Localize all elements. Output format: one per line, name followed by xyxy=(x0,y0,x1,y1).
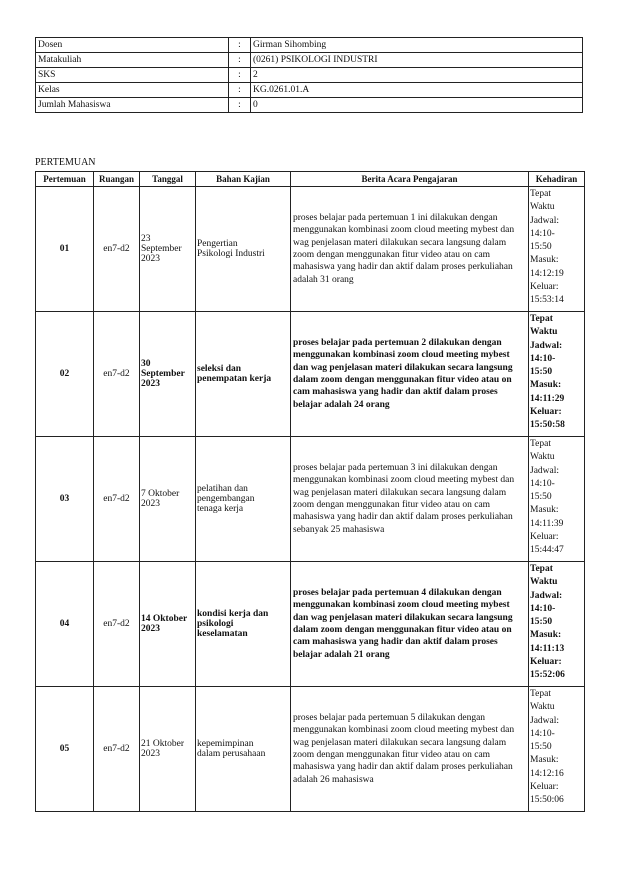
course-info-table xyxy=(35,37,583,113)
meeting-number: 04 xyxy=(36,562,94,687)
table-row xyxy=(36,312,585,437)
header-report: Berita Acara Pengajaran xyxy=(291,172,529,187)
meeting-number: 01 xyxy=(36,187,94,312)
date: 30 September 2023 xyxy=(140,312,196,437)
room: en7-d2 xyxy=(94,437,140,562)
room: en7-d2 xyxy=(94,687,140,812)
info-value: Girman Sihombing xyxy=(251,38,583,53)
topic: seleksi dan penempatan kerja xyxy=(196,312,291,437)
info-label: SKS xyxy=(36,68,229,83)
room: en7-d2 xyxy=(94,312,140,437)
topic: kepemimpinan dalam perusahaan xyxy=(196,687,291,812)
header-room: Ruangan xyxy=(94,172,140,187)
meeting-number: 05 xyxy=(36,687,94,812)
info-colon: : xyxy=(229,53,251,68)
topic: kondisi kerja dan psikologi keselamatan xyxy=(196,562,291,687)
info-row-lecturer xyxy=(36,38,583,53)
meeting-number: 02 xyxy=(36,312,94,437)
info-value: KG.0261.01.A xyxy=(251,83,583,98)
info-label: Matakuliah xyxy=(36,53,229,68)
room: en7-d2 xyxy=(94,187,140,312)
teaching-report: proses belajar pada pertemuan 2 dilakukan dengan menggunakan kombinasi zoom cloud meeting mybest dan wag penjelasan materi dilakukan secara langsung dalam zoom dengan menggunakan fitur video atau on cam mahasiswa yang hadir dan aktif dalam proses belajar adalah 24 orang xyxy=(291,312,529,437)
date: 23 September 2023 xyxy=(140,187,196,312)
info-row-students xyxy=(36,98,583,113)
table-row xyxy=(36,437,585,562)
info-row-course xyxy=(36,53,583,68)
table-header-row xyxy=(36,172,585,187)
info-colon: : xyxy=(229,98,251,113)
info-colon: : xyxy=(229,83,251,98)
teaching-report: proses belajar pada pertemuan 5 dilakukan dengan menggunakan kombinasi zoom cloud meeting mybest dan wag penjelasan materi dilakukan secara langsung dalam zoom dengan menggunakan fitur video atau on cam mahasiswa yang hadir dan aktif dalam proses perkuliahan adalah 26 mahasiswa xyxy=(291,687,529,812)
date: 14 Oktober 2023 xyxy=(140,562,196,687)
teaching-report: proses belajar pada pertemuan 1 ini dilakukan dengan menggunakan kombinasi zoom cloud meeting mybest dan wag penjelasan materi dilakukan secara langsung dalam zoom dengan menggunakan fitur video atau on cam mahasiswa yang hadir dan aktif dalam proses perkuliahan adalah 31 orang xyxy=(291,187,529,312)
teaching-report: proses belajar pada pertemuan 4 dilakukan dengan menggunakan kombinasi zoom cloud meeting mybest dan wag penjelasan materi dilakukan secara langsung dalam zoom dengan menggunakan fitur video atau on cam mahasiswa yang hadir dan aktif dalam proses belajar adalah 21 orang xyxy=(291,562,529,687)
room: en7-d2 xyxy=(94,562,140,687)
info-row-credits xyxy=(36,68,583,83)
info-label: Dosen xyxy=(36,38,229,53)
info-row-class xyxy=(36,83,583,98)
attendance: Tepat Waktu Jadwal: 14:10- 15:50 Masuk: 14:11:13 Keluar: 15:52:06 xyxy=(529,562,585,687)
info-value: 2 xyxy=(251,68,583,83)
topic: Pengertian Psikologi Industri xyxy=(196,187,291,312)
attendance: Tepat Waktu Jadwal: 14:10- 15:50 Masuk: 14:12:19 Keluar: 15:53:14 xyxy=(529,187,585,312)
meeting-number: 03 xyxy=(36,437,94,562)
info-label: Kelas xyxy=(36,83,229,98)
table-row xyxy=(36,187,585,312)
info-value: 0 xyxy=(251,98,583,113)
date: 7 Oktober 2023 xyxy=(140,437,196,562)
header-date: Tanggal xyxy=(140,172,196,187)
info-colon: : xyxy=(229,68,251,83)
attendance: Tepat Waktu Jadwal: 14:10- 15:50 Masuk: 14:11:29 Keluar: 15:50:58 xyxy=(529,312,585,437)
table-row xyxy=(36,562,585,687)
attendance: Tepat Waktu Jadwal: 14:10- 15:50 Masuk: 14:11:39 Keluar: 15:44:47 xyxy=(529,437,585,562)
info-value: (0261) PSIKOLOGI INDUSTRI xyxy=(251,53,583,68)
info-colon: : xyxy=(229,38,251,53)
section-title: PERTEMUAN xyxy=(35,157,96,168)
attendance: Tepat Waktu Jadwal: 14:10- 15:50 Masuk: 14:12:16 Keluar: 15:50:06 xyxy=(529,687,585,812)
info-label: Jumlah Mahasiswa xyxy=(36,98,229,113)
meetings-table xyxy=(35,171,585,812)
table-row xyxy=(36,687,585,812)
date: 21 Oktober 2023 xyxy=(140,687,196,812)
teaching-report: proses belajar pada pertemuan 3 ini dilakukan dengan menggunakan kombinasi zoom cloud meeting mybest dan wag penjelasan materi dilakukan secara langsung dalam zoom dengan menggunakan fitur video atau on cam mahasiswa yang hadir dan aktif dalam proses perkuliahan sebanyak 25 mahasiswa xyxy=(291,437,529,562)
header-topic: Bahan Kajian xyxy=(196,172,291,187)
header-attendance: Kehadiran xyxy=(529,172,585,187)
header-meeting: Pertemuan xyxy=(36,172,94,187)
topic: pelatihan dan pengembangan tenaga kerja xyxy=(196,437,291,562)
